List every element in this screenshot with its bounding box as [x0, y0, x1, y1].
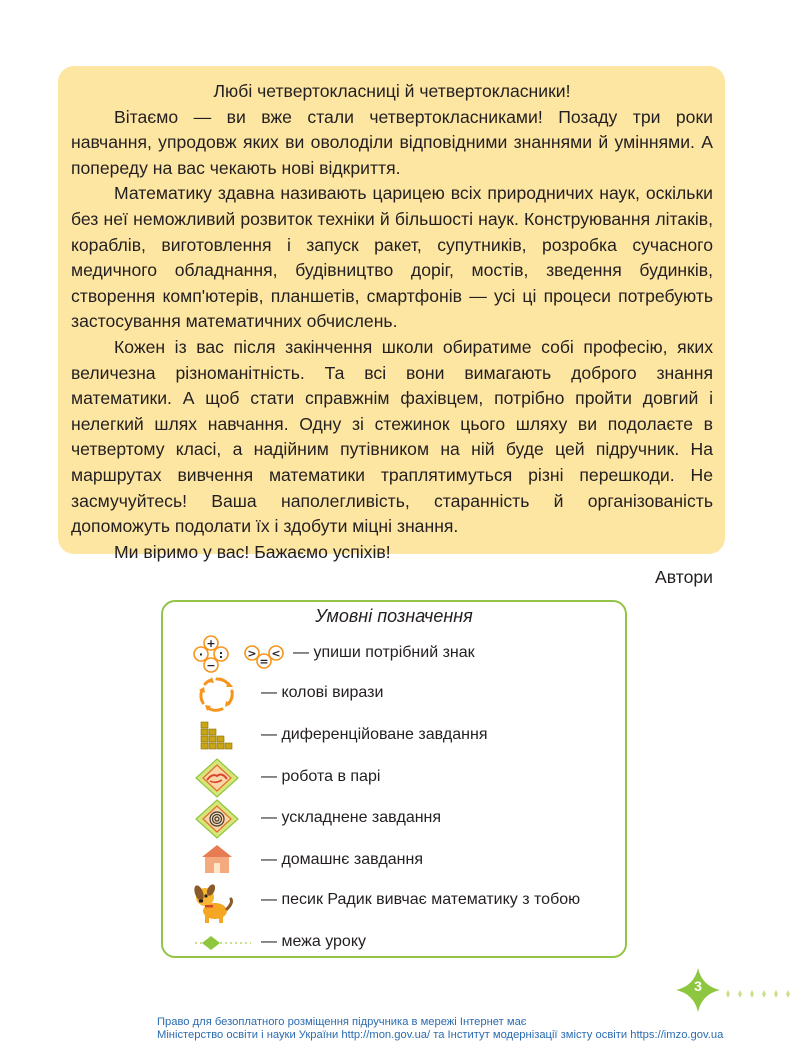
legend-label: — песик Радик вивчає математику з тобою — [261, 891, 581, 908]
staircase-blocks-icon — [199, 716, 239, 759]
handshake-diamond-icon — [195, 758, 239, 803]
legend-item-operation-signs — [163, 634, 625, 674]
legend-label: — межа уроку — [261, 933, 367, 950]
spiral-diamond-icon — [195, 799, 239, 844]
intro-paragraph: Ми віримо у вас! Бажаємо успіхів! — [114, 541, 391, 562]
footer-line: Міністерство освіти і науки України http://mon.gov.ua/ та Інститут модернізації змісту освіти https://imzo.gov.ua — [157, 1029, 724, 1041]
intro-paragraph: Математику здавна називають царицею всіх природничих наук, оскільки без неї неможливий розвиток техніки й більшості наук. Конструювання літаків, кораблів, виготовлення і запуск ракет, супутників, розробка сучасного медичного обладнання, будівництво доріг, мостів, зведення будинків, створення комп'ютерів, планшетів, смартфонів — усі ці процеси потребують застосування математичних обчислень. — [71, 183, 713, 332]
svg-text:+: + — [206, 637, 216, 650]
house-icon — [199, 841, 235, 882]
legend-item-pair-work — [163, 758, 625, 798]
legend-box — [161, 600, 627, 958]
page-number: 3 — [694, 978, 702, 994]
intro-paragraph: Кожен із вас після закінчення школи обиратиме собі професію, яких величезна різноманітність. Та всі вони вимагають доброго знання математики. А щоб стати справжнім фахівцем, потрібно пройти довгий і нелегкий шлях навчання. Одну зі стежинок цього шляху ви подолаєте в четвертому класі, а надійним путівником на ній буде цей підручник. На маршрутах вивчення математики траплятимуться різні перешкоди. Не засмучуйтесь! Ваша наполегливість, старанність й організованість допоможуть подолати їх і здобути міцні знання. — [71, 336, 713, 537]
legend-label: — домашнє завдання — [261, 851, 423, 868]
legend-item-complicated-task — [163, 799, 625, 839]
legend-item-dog-radyk — [163, 881, 625, 921]
svg-text:=: = — [259, 655, 269, 668]
intro-letter — [58, 66, 725, 588]
svg-text::: : — [218, 648, 224, 661]
legend-label: — ускладнене завдання — [261, 809, 442, 826]
legend-item-circular-expressions — [163, 674, 625, 714]
intro-signature: Автори — [655, 567, 713, 588]
operation-signs-icon — [191, 634, 287, 679]
legend-title: Умовні позначення — [315, 606, 473, 626]
svg-text:>: > — [247, 647, 257, 660]
legend-item-differentiated-task — [163, 716, 625, 756]
lesson-border-icon — [193, 923, 253, 968]
circular-expressions-icon — [195, 674, 239, 719]
page-border-dots — [720, 986, 800, 1002]
legend-label: — колові вирази — [261, 684, 384, 701]
intro-greeting: Любі четвертокласниці й четвертокласники! — [213, 81, 571, 101]
svg-text:<: < — [271, 647, 281, 660]
legend-label: — робота в парі — [261, 768, 381, 785]
legend-item-homework — [163, 841, 625, 881]
legend-label: — упиши потрібний знак — [293, 644, 475, 661]
svg-text:·: · — [198, 648, 204, 661]
svg-text:−: − — [206, 659, 216, 672]
intro-paragraph: Вітаємо — ви вже стали четвертокласниками! Позаду три роки навчання, упродовж яких ви оволоділи відповідними знаннями й уміннями. А попереду на вас чекають нові відкриття. — [71, 106, 713, 178]
legend-label: — диференційоване завдання — [261, 726, 488, 743]
footer-line: Право для безоплатного розміщення підручника в мережі Інтернет має — [157, 1016, 527, 1028]
footer-copyright — [157, 1016, 723, 1042]
legend-item-lesson-border — [163, 923, 625, 963]
